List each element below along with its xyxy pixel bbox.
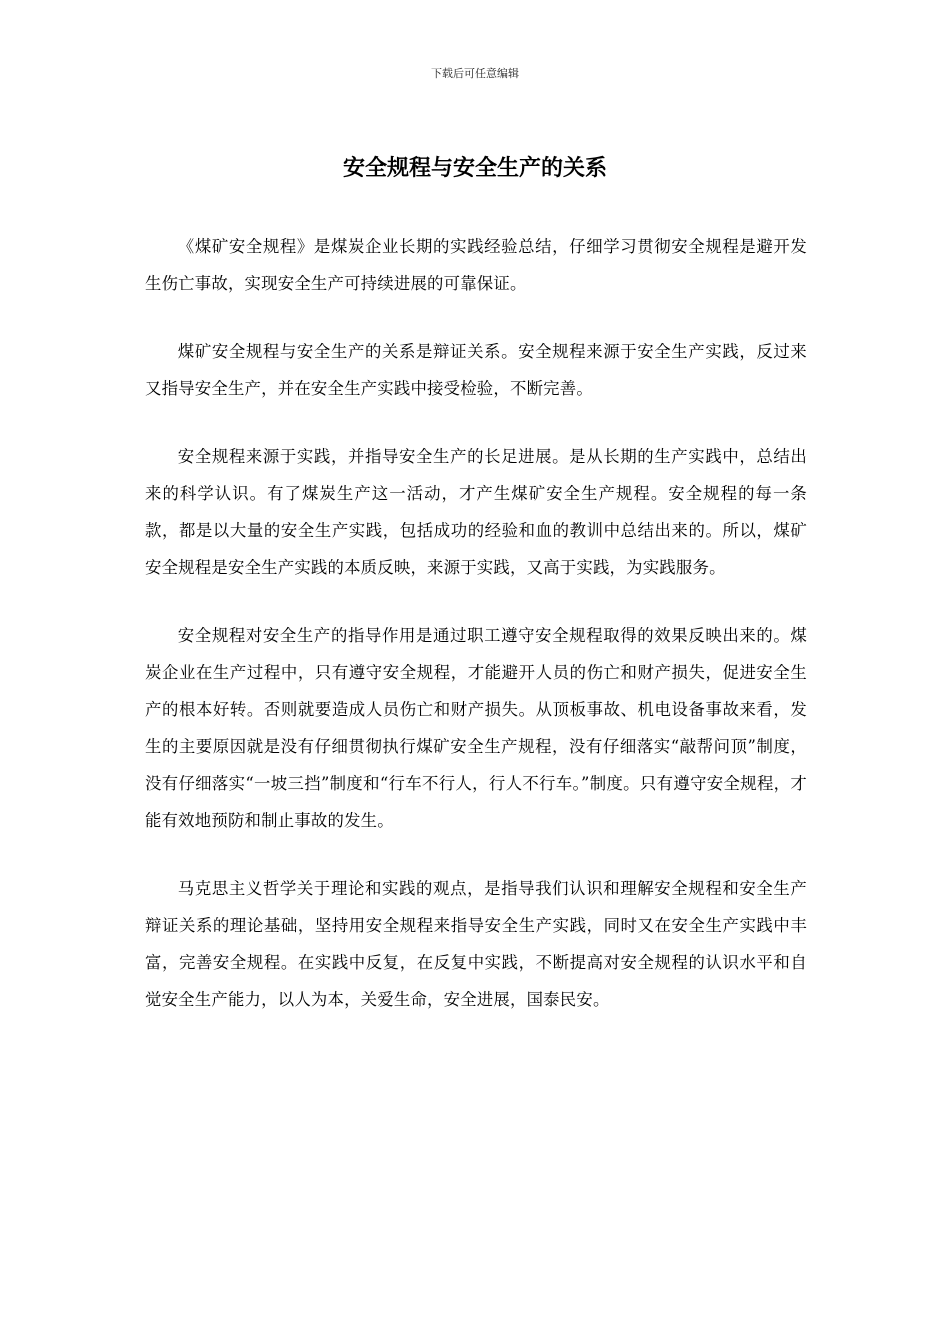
paragraph-5: 马克思主义哲学关于理论和实践的观点，是指导我们认识和理解安全规程和安全生产辩证关系的理论基础，坚持用安全规程来指导安全生产实践，同时又在安全生产实践中丰富，完善安全规程。在实践中反复，在反复中实践，不断提高对安全规程的认识水平和自觉安全生产能力，以人为本，关爱生命，安全进展，国泰民安。 bbox=[145, 879, 807, 1009]
document-body bbox=[145, 228, 807, 1049]
paragraph-3: 安全规程来源于实践，并指导安全生产的长足进展。是从长期的生产实践中，总结出来的科学认识。有了煤炭生产这一活动，才产生煤矿安全生产规程。安全规程的每一条款，都是以大量的安全生产实践，包括成功的经验和血的教训中总结出来的。所以，煤矿安全规程是安全生产实践的本质反映，来源于实践，又高于实践，为实践服务。 bbox=[145, 447, 807, 577]
paragraph-4: 安全规程对安全生产的指导作用是通过职工遵守安全规程取得的效果反映出来的。煤炭企业在生产过程中，只有遵守安全规程，才能避开人员的伤亡和财产损失，促进安全生产的根本好转。否则就要造成人员伤亡和财产损失。从顶板事故、机电设备事故来看，发生的主要原因就是没有仔细贯彻执行煤矿安全生产规程，没有仔细落实“敲帮问顶”制度，没有仔细落实“一坡三挡”制度和“行车不行人，行人不行车。”制度。只有遵守安全规程，才能有效地预防和制止事故的发生。 bbox=[145, 626, 807, 830]
document-title: 安全规程与安全生产的关系 bbox=[342, 155, 607, 181]
header-note: 下载后可任意编辑 bbox=[431, 67, 519, 80]
paragraph-2: 煤矿安全规程与安全生产的关系是辩证关系。安全规程来源于安全生产实践，反过来又指导安全生产，并在安全生产实践中接受检验，不断完善。 bbox=[145, 342, 807, 398]
paragraph-1: 《煤矿安全规程》是煤炭企业长期的实践经验总结，仔细学习贯彻安全规程是避开发生伤亡事故，实现安全生产可持续进展的可靠保证。 bbox=[145, 237, 807, 293]
